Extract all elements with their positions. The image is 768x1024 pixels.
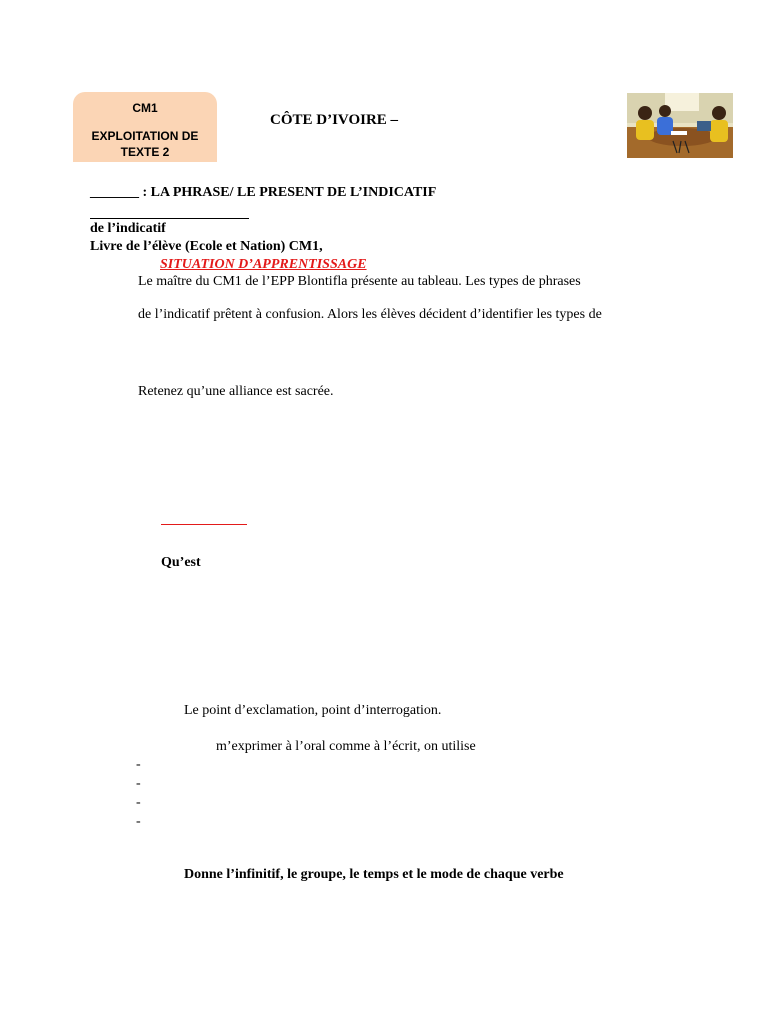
page-title: CÔTE D’IVOIRE –: [270, 112, 399, 128]
exercise-instruction: Donne l’infinitif, le groupe, le temps et le mode de chaque verbe: [184, 867, 564, 882]
list-item: -: [136, 776, 141, 791]
situation-line-3: Retenez qu’une alliance est sacrée.: [138, 384, 334, 399]
body-line-1: Le point d’exclamation, point d’interrogation.: [184, 703, 442, 718]
underline-rule: [90, 218, 249, 219]
lesson-title: _______ : LA PHRASE/ LE PRESENT DE L’INDICATIF: [90, 185, 437, 200]
badge-level: CM1: [132, 101, 158, 115]
subtitle-book: Livre de l’élève (Ecole et Nation) CM1,: [90, 239, 323, 254]
situation-line-1: Le maître du CM1 de l’EPP Blontifla présente au tableau. Les types de phrases: [138, 274, 581, 289]
body-line-2: m’exprimer à l’oral comme à l’écrit, on utilise: [216, 739, 476, 754]
list-item: -: [136, 757, 141, 772]
subtitle-indicatif: de l’indicatif: [90, 221, 166, 236]
classroom-illustration-icon: [627, 93, 733, 158]
list-item: -: [136, 814, 141, 829]
red-underline-rule: [161, 524, 247, 525]
badge-subject: EXPLOITATION DE TEXTE 2: [91, 129, 199, 159]
list-item: -: [136, 795, 141, 810]
level-badge: [73, 92, 217, 162]
situation-line-2: de l’indicatif prêtent à confusion. Alors les élèves décident d’identifier les types de: [138, 307, 602, 322]
situation-heading: SITUATION D’APPRENTISSAGE: [160, 257, 367, 272]
question-label: Qu’est: [161, 555, 201, 570]
